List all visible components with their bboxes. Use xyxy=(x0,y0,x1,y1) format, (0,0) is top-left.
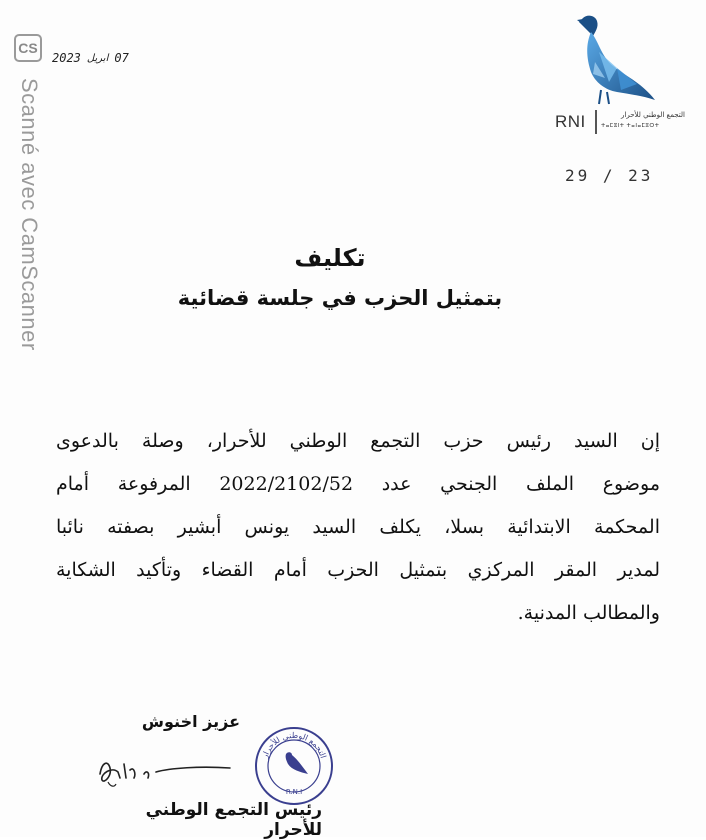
body-line: موضوع الملف الجنحي عدد 2022/2102/52 المرفوعة أمام xyxy=(56,473,660,495)
stamp-text: التجمع الوطني للأحرار xyxy=(260,730,328,760)
rni-full-name: التجمع الوطني للأحرار xyxy=(621,111,685,119)
body-line: لمدير المقر المركزي بتمثيل الحزب أمام القضاء وتأكيد الشكاية xyxy=(56,559,660,581)
handwritten-date xyxy=(52,47,142,69)
stamp-abbr: R.N.I xyxy=(285,788,303,796)
body-paragraph xyxy=(56,420,660,635)
camscanner-watermark xyxy=(12,34,46,454)
document-subtitle: بتمثيل الحزب في جلسة قضائية xyxy=(177,286,503,310)
signer-title: رئيس التجمع الوطني للأحرار xyxy=(145,800,322,840)
handwritten-signature-icon xyxy=(90,744,240,792)
reference-number xyxy=(565,166,685,186)
rni-wordmark xyxy=(555,108,685,136)
rni-divider xyxy=(595,110,597,134)
camscanner-text: Scanné avec CamScanner xyxy=(17,78,42,351)
camscanner-logo-icon: CS xyxy=(14,34,42,62)
reference-value: 29 / 23 xyxy=(565,166,654,185)
date-year: 2023 xyxy=(52,51,81,65)
rni-latin-name: ⵜⴰⵎⵓⵏⵜ ⵜⴰⵏⴰⵎⵓⵔⵜ xyxy=(601,123,660,129)
date-day: 07 xyxy=(114,51,129,65)
body-line: إن السيد رئيس حزب التجمع الوطني للأحرار، وصلة بالدعوى xyxy=(56,430,660,452)
document-title: تكليف xyxy=(294,244,366,272)
rni-dove-logo-icon xyxy=(565,12,665,107)
body-line: المحكمة الابتدائية بسلا، يكلف السيد يونس أبشير بصفته نائبا xyxy=(56,516,660,538)
body-line: والمطالب المدنية. xyxy=(517,602,660,624)
signer-name: عزيز اخنوش xyxy=(141,712,240,731)
date-month: ابريل xyxy=(86,52,109,64)
party-stamp-icon xyxy=(252,724,336,808)
rni-abbreviation: RNI xyxy=(555,112,586,131)
